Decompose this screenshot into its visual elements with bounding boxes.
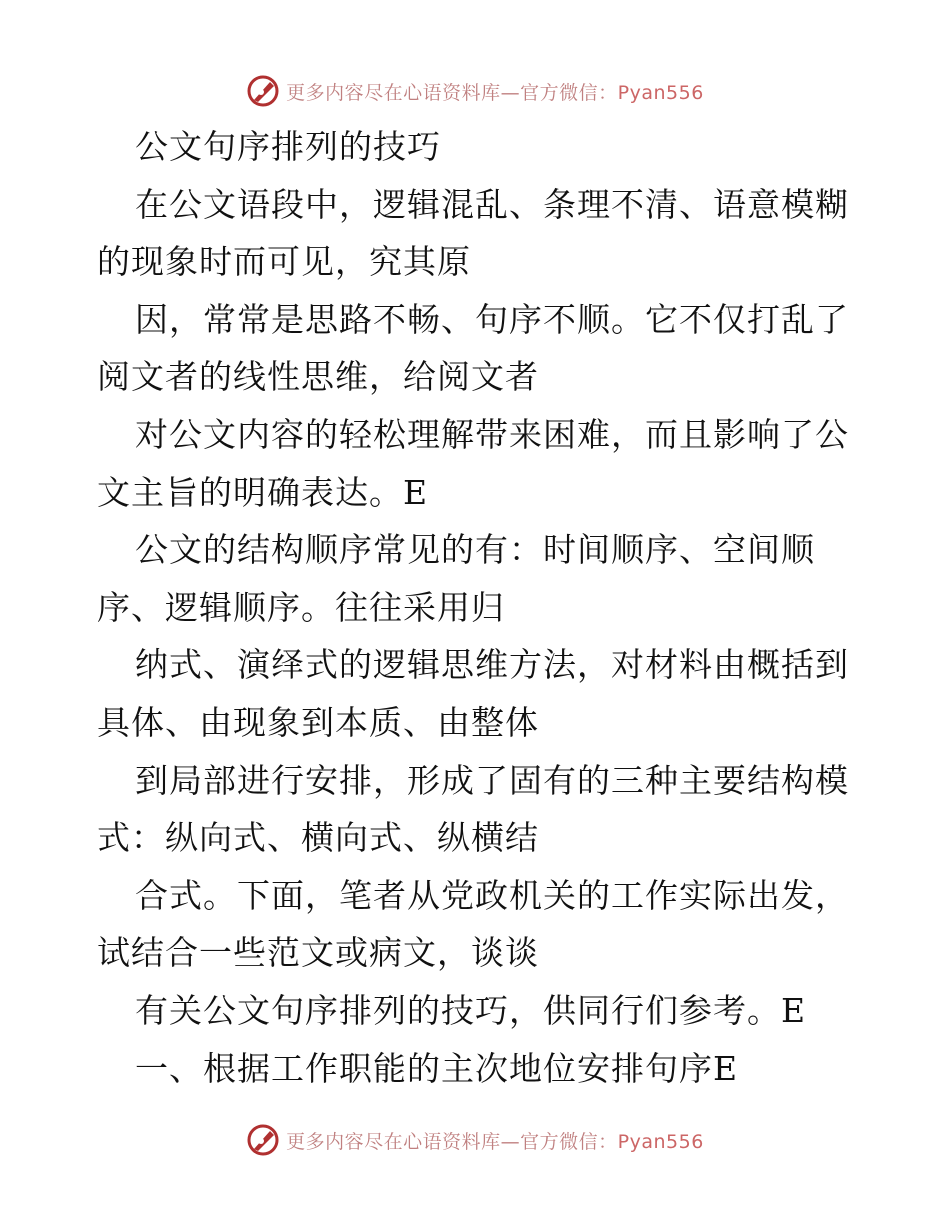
section-heading: 一、根据工作职能的主次地位安排句序E — [135, 1048, 739, 1088]
paragraph-line: 具体、由现象到本质、由整体 — [97, 702, 539, 742]
paragraph-line: 合式。下面，笔者从党政机关的工作实际出发， — [135, 875, 849, 915]
document-title: 公文句序排列的技巧 — [135, 127, 441, 166]
paragraph-line: 公文的结构顺序常见的有：时间顺序、空间顺 — [135, 530, 815, 570]
pen-logo-icon — [246, 1123, 280, 1157]
footer-banner — [0, 1120, 950, 1160]
header-wechat-id: Pyan556 — [617, 81, 704, 104]
paragraph-line: 式：纵向式、横向式、纵横结 — [97, 818, 539, 858]
paragraph-line: 因，常常是思路不畅、句序不顺。它不仅打乱了 — [135, 299, 849, 339]
paragraph-line: 的现象时而可见，究其原 — [97, 242, 471, 282]
paragraph-line: 在公文语段中，逻辑混乱、条理不清、语意模糊 — [135, 184, 849, 224]
paragraph-line: 试结合一些范文或病文，谈谈 — [97, 933, 539, 973]
paragraph-line: 文主旨的明确表达。E — [97, 472, 429, 512]
header-banner — [0, 71, 950, 111]
footer-wechat-id: Pyan556 — [617, 1130, 704, 1153]
paragraph-line: 纳式、演绎式的逻辑思维方法，对材料由概括到 — [135, 645, 849, 685]
paragraph-line: 到局部进行安排，形成了固有的三种主要结构模 — [135, 760, 849, 800]
paragraph-line: 有关公文句序排列的技巧，供同行们参考。E — [135, 990, 807, 1030]
footer-banner-text — [286, 1127, 704, 1154]
pen-logo-icon — [246, 74, 280, 108]
footer-banner-label: 更多内容尽在心语资料库—官方微信： — [286, 1130, 618, 1153]
document-body — [97, 118, 857, 1097]
paragraph-line: 阅文者的线性思维，给阅文者 — [97, 357, 539, 397]
header-banner-text — [286, 78, 704, 105]
paragraph-line: 对公文内容的轻松理解带来困难，而且影响了公 — [135, 414, 849, 454]
header-banner-label: 更多内容尽在心语资料库—官方微信： — [286, 81, 618, 104]
paragraph-line: 序、逻辑顺序。往往采用归 — [97, 587, 505, 627]
